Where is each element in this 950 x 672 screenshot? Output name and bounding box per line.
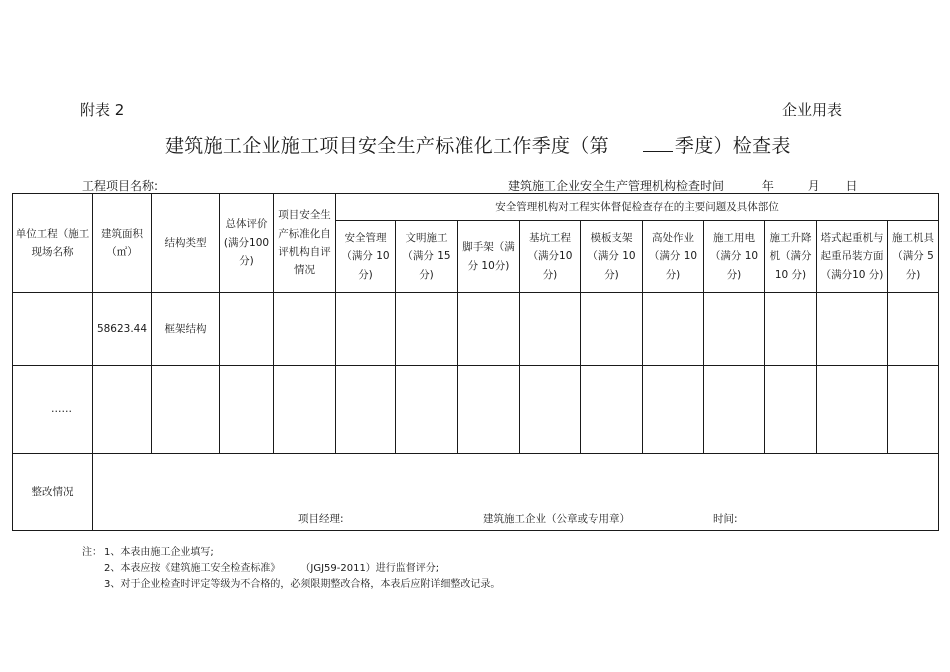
table-row — [13, 366, 939, 454]
cell-unit[interactable] — [13, 293, 93, 366]
cell-sub[interactable] — [704, 366, 765, 454]
subcol-safety-mgmt: 安全管理（满分 10分) — [336, 221, 396, 293]
table-row — [13, 293, 939, 366]
title-suffix: 季度）检查表 — [674, 135, 791, 157]
subcol-civilized: 文明施工（满分 15分) — [396, 221, 458, 293]
cell-sub[interactable] — [396, 366, 458, 454]
cell-sub[interactable] — [817, 366, 888, 454]
cell-sub[interactable] — [336, 366, 396, 454]
note-2: 2、本表应按《建筑施工安全检查标准》 — [104, 563, 281, 574]
cell-self-eval[interactable] — [274, 366, 336, 454]
col-self-eval-header: 项目安全生产标准化自评机构自评情况 — [274, 194, 336, 293]
subcol-scaffold: 脚手架（满分 10分) — [458, 221, 520, 293]
month-label: 月 — [807, 179, 820, 193]
cell-self-eval[interactable] — [274, 293, 336, 366]
subcol-formwork: 模板支架（满分 10分) — [581, 221, 643, 293]
cell-structure[interactable]: 框架结构 — [152, 293, 220, 366]
inspection-table — [12, 193, 939, 531]
cell-sub[interactable] — [581, 293, 643, 366]
cell-score[interactable] — [220, 366, 274, 454]
subcol-tower-crane: 塔式起重机与起重吊装方面（满分10 分) — [817, 221, 888, 293]
project-manager-label: 项目经理: — [298, 513, 344, 525]
project-name-label: 工程项目名称: — [82, 179, 159, 193]
notes-label: 注： — [82, 547, 102, 558]
day-label: 日 — [845, 179, 858, 193]
year-label: 年 — [761, 179, 774, 193]
col-score-header: 总体评价(满分100 分) — [220, 194, 274, 293]
page-title — [165, 131, 791, 158]
cell-sub[interactable] — [704, 293, 765, 366]
notes — [82, 545, 500, 593]
usage-label: 企业用表 — [782, 101, 843, 119]
cell-area[interactable] — [93, 366, 152, 454]
note-2b: （JGJ59-2011）进行监督评分; — [300, 563, 440, 574]
check-time-row — [508, 177, 858, 194]
cell-score[interactable] — [220, 293, 274, 366]
check-time-label: 建筑施工企业安全生产管理机构检查时间 — [508, 179, 725, 193]
cell-structure[interactable] — [152, 366, 220, 454]
subcol-height-work: 高处作业（满分 10分) — [643, 221, 704, 293]
rectify-content[interactable] — [93, 454, 939, 531]
cell-sub[interactable] — [520, 366, 581, 454]
quarter-blank — [643, 136, 673, 152]
group-header: 安全管理机构对工程实体督促检查存在的主要问题及具体部位 — [336, 194, 939, 221]
cell-sub[interactable] — [458, 366, 520, 454]
cell-sub[interactable] — [336, 293, 396, 366]
note-3: 3、对于企业检查时评定等级为不合格的，必须限期整改合格，本表后应附详细整改记录。 — [104, 579, 501, 590]
cell-sub[interactable] — [643, 366, 704, 454]
cell-sub[interactable] — [817, 293, 888, 366]
subcol-machinery: 施工机具（满分 5分) — [888, 221, 939, 293]
cell-unit-ellipsis[interactable]: …… — [13, 366, 93, 454]
cell-sub[interactable] — [765, 293, 817, 366]
cell-sub[interactable] — [581, 366, 643, 454]
cell-sub[interactable] — [396, 293, 458, 366]
subcol-foundation-pit: 基坑工程（满分10 分) — [520, 221, 581, 293]
cell-sub[interactable] — [765, 366, 817, 454]
col-structure-header: 结构类型 — [152, 194, 220, 293]
cell-area[interactable]: 58623.44 — [93, 293, 152, 366]
cell-sub[interactable] — [643, 293, 704, 366]
appendix-label: 附表 2 — [80, 101, 125, 119]
col-area-header: 建筑面积（㎡） — [93, 194, 152, 293]
time-label: 时间: — [713, 513, 738, 525]
subcol-electricity: 施工用电（满分 10分) — [704, 221, 765, 293]
subcol-hoist: 施工升降机（满分10 分) — [765, 221, 817, 293]
enterprise-seal-label: 建筑施工企业（公章或专用章） — [483, 513, 630, 525]
title-prefix: 建筑施工企业施工项目安全生产标准化工作季度（第 — [165, 135, 609, 157]
cell-sub[interactable] — [520, 293, 581, 366]
col-unit-header: 单位工程（施工现场名称 — [13, 194, 93, 293]
note-1: 1、本表由施工企业填写; — [104, 547, 214, 558]
cell-sub[interactable] — [888, 366, 939, 454]
cell-sub[interactable] — [458, 293, 520, 366]
cell-sub[interactable] — [888, 293, 939, 366]
rectify-label: 整改情况 — [13, 454, 93, 531]
rectify-row — [13, 454, 939, 531]
